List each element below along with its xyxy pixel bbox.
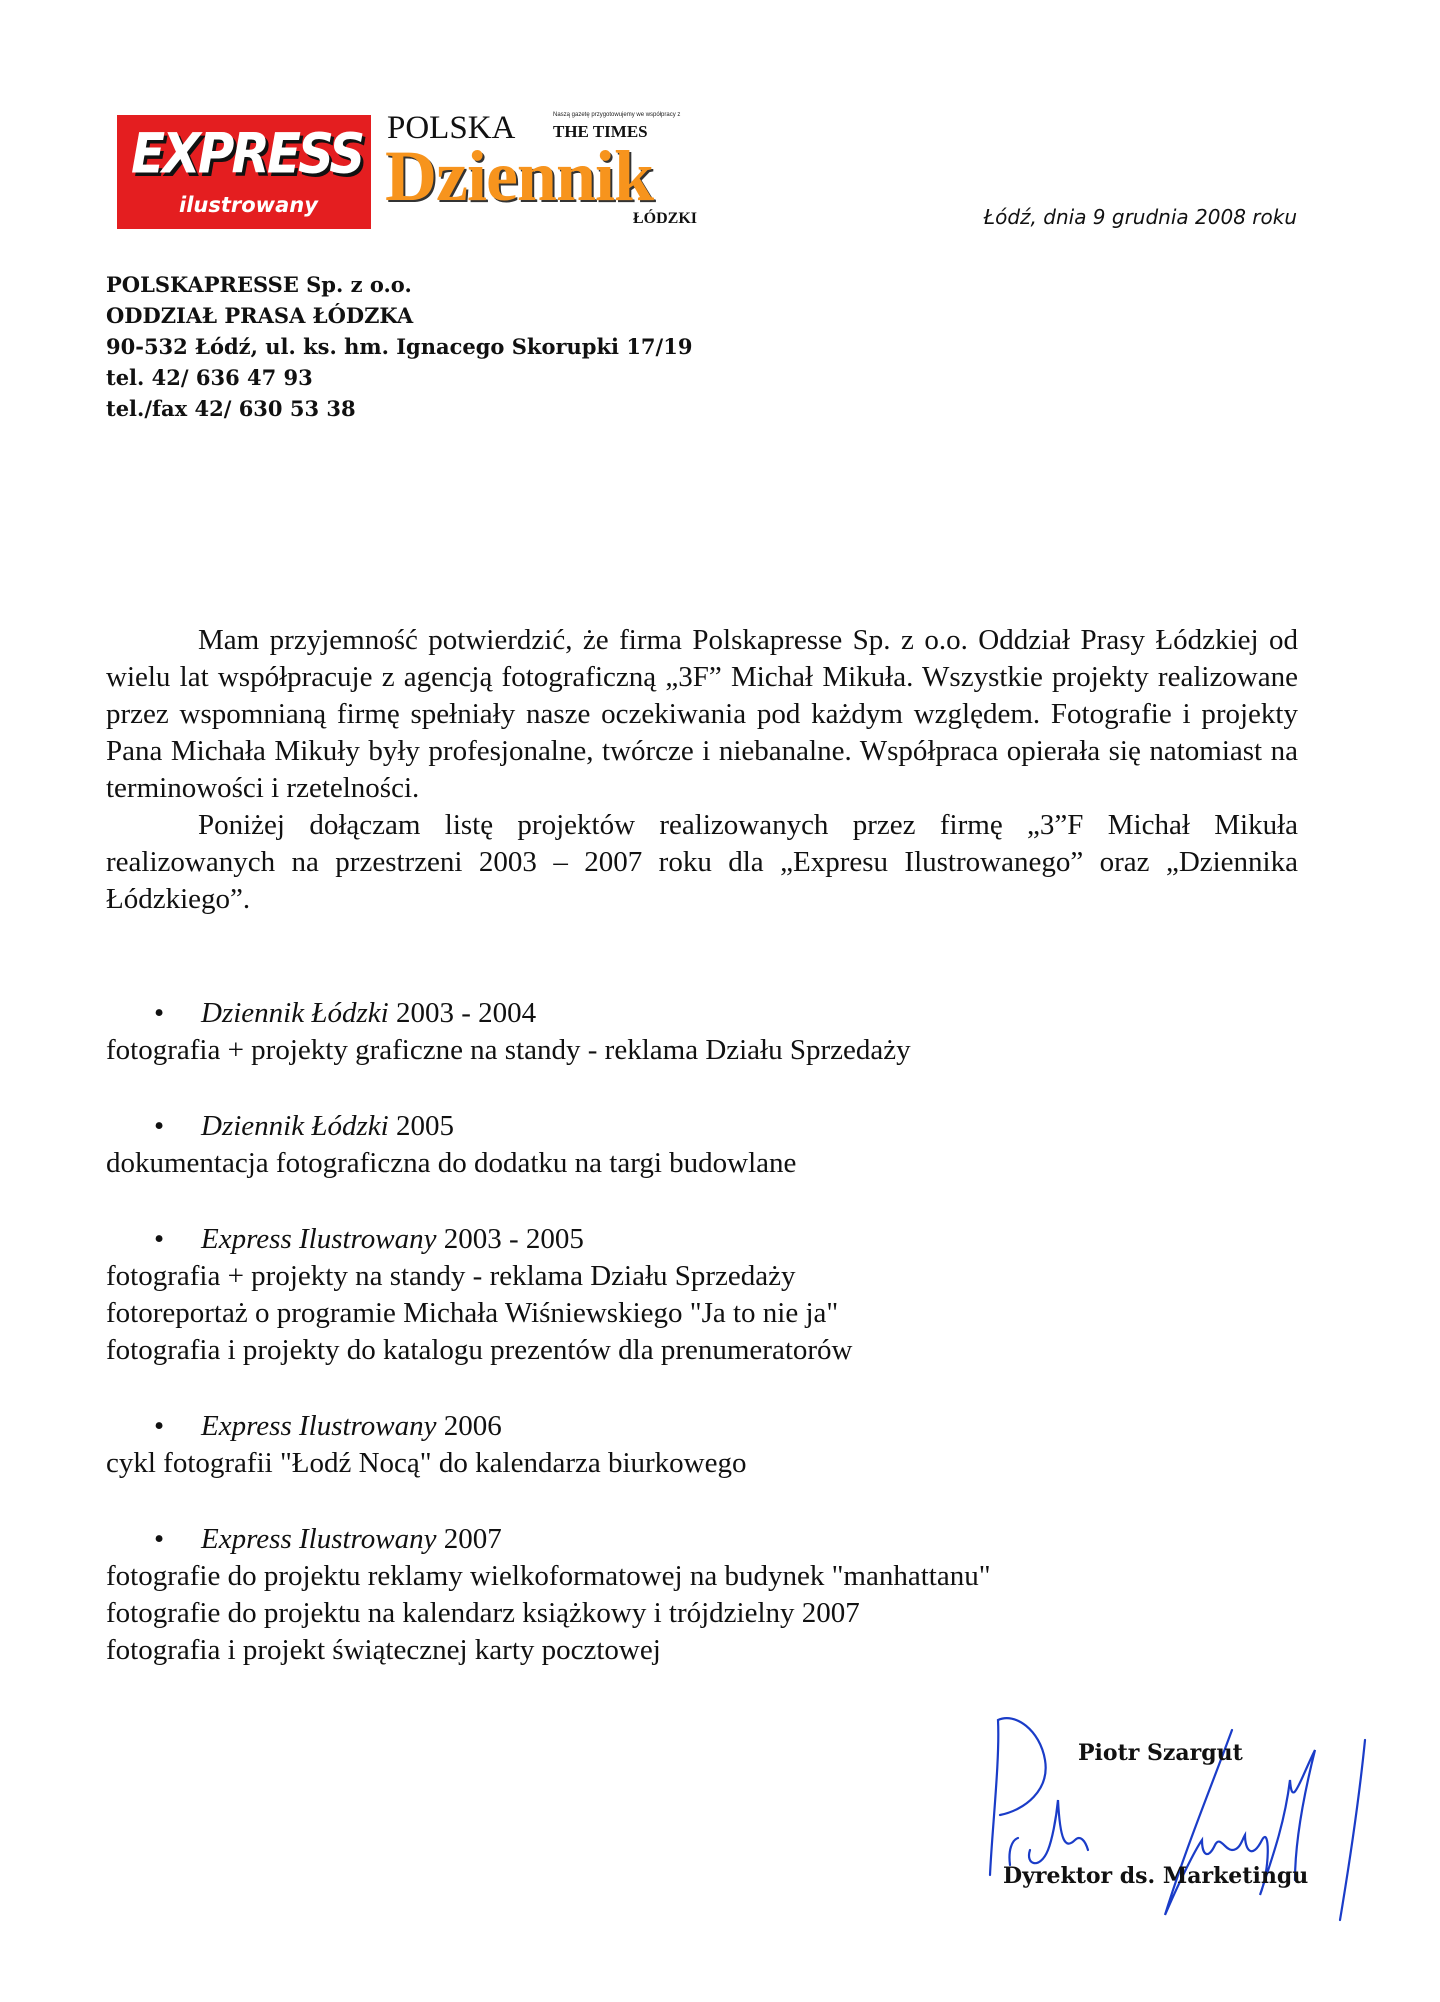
address-line: POLSKAPRESSE Sp. z o.o. (106, 272, 412, 297)
address-line: tel. 42/ 636 47 93 (106, 365, 313, 390)
address-line: 90-532 Łódź, ul. ks. hm. Ignacego Skorupki 17/19 (106, 334, 693, 359)
bullet-icon: • (154, 997, 165, 1029)
signer-name: Piotr Szargut (1078, 1740, 1243, 1766)
project-heading (106, 1408, 1306, 1445)
body-paragraph: Poniżej dołączam listę projektów realizowanych przez firmę „3”F Michał Mikuła realizowanych na przestrzeni 2003 – 2007 roku dla „Expresu Ilustrowanego” oraz „Dziennika Łódzkiego”. (106, 809, 1298, 915)
letter-date: Łódź, dnia 9 grudnia 2008 roku (983, 205, 1297, 229)
project-years: 2005 (395, 1110, 454, 1142)
address-line: ODDZIAŁ PRASA ŁÓDZKA (106, 303, 414, 328)
bullet-icon: • (154, 1523, 165, 1555)
letter-body (106, 622, 1298, 918)
sender-address (106, 269, 692, 424)
bullet-icon: • (154, 1410, 165, 1442)
project-item: fotografia + projekty graficzne na standy - reklama Działu Sprzedaży (106, 1034, 911, 1066)
project-heading (106, 1521, 1306, 1558)
project-item: dokumentacja fotograficzna do dodatku na targi budowlane (106, 1147, 797, 1179)
project-entry (106, 995, 1306, 1069)
project-list (106, 995, 1306, 1708)
project-heading (106, 1108, 1306, 1145)
project-entry (106, 1221, 1306, 1369)
logo-lodzki-text: ŁÓDZKI (632, 210, 697, 227)
handwritten-signature (970, 1700, 1390, 1930)
project-item: fotografia i projekty do katalogu prezentów dla prenumeratorów (106, 1334, 853, 1366)
logo-dziennik-text: Dziennik (385, 136, 654, 216)
logo-times-text: THE TIMES (553, 122, 648, 141)
logo-express-subtext: ilustrowany (179, 193, 318, 217)
project-item: fotoreportaż o programie Michała Wiśniewskiego "Ja to nie ja" (106, 1297, 839, 1329)
dziennik-lodzki-logo (385, 108, 705, 230)
logo-polska-text: POLSKA (387, 110, 516, 146)
project-item: fotografia + projekty na standy - reklama Działu Sprzedaży (106, 1260, 796, 1292)
project-years: 2003 - 2004 (395, 997, 537, 1029)
bullet-icon: • (154, 1223, 165, 1255)
project-entry (106, 1408, 1306, 1482)
logo-express-text: EXPRESS (131, 122, 363, 186)
project-years: 2003 - 2005 (443, 1223, 584, 1255)
project-heading (106, 995, 1306, 1032)
logo-partner-note: Naszą gazetę przygotowujemy we współpracy z (553, 112, 681, 118)
body-paragraph: Mam przyjemność potwierdzić, że firma Polskapresse Sp. z o.o. Oddział Prasy Łódzkiej od wielu lat współpracuje z agencją fotograficzną „3F” Michał Mikuła. Wszystkie projekty realizowane przez wspomnianą firmę spełniały nasze oczekiwania pod każdym względem. Fotografie i projekty Pana Michała Mikuły były profesjonalne, twórcze i niebanalne. Współpraca opierała się natomiast na terminowości i rzetelności. (106, 624, 1298, 804)
project-years: 2006 (443, 1410, 502, 1442)
project-years: 2007 (443, 1523, 502, 1555)
project-item: cykl fotografii "Łodź Nocą" do kalendarza biurkowego (106, 1447, 747, 1479)
express-ilustrowany-logo (117, 115, 371, 229)
project-item: fotografie do projektu reklamy wielkoformatowej na budynek "manhattanu" (106, 1560, 991, 1592)
project-entry (106, 1521, 1306, 1669)
project-publication: Dziennik Łódzki (201, 1110, 389, 1142)
address-line: tel./fax 42/ 630 53 38 (106, 396, 356, 421)
project-publication: Express Ilustrowany (201, 1223, 437, 1255)
bullet-icon: • (154, 1110, 165, 1142)
project-entry (106, 1108, 1306, 1182)
project-publication: Express Ilustrowany (201, 1523, 437, 1555)
project-publication: Dziennik Łódzki (201, 997, 389, 1029)
project-heading (106, 1221, 1306, 1258)
project-item: fotografia i projekt świątecznej karty pocztowej (106, 1634, 661, 1666)
signer-title: Dyrektor ds. Marketingu (1003, 1863, 1309, 1889)
project-item: fotografie do projektu na kalendarz książkowy i trójdzielny 2007 (106, 1597, 860, 1629)
project-publication: Express Ilustrowany (201, 1410, 437, 1442)
